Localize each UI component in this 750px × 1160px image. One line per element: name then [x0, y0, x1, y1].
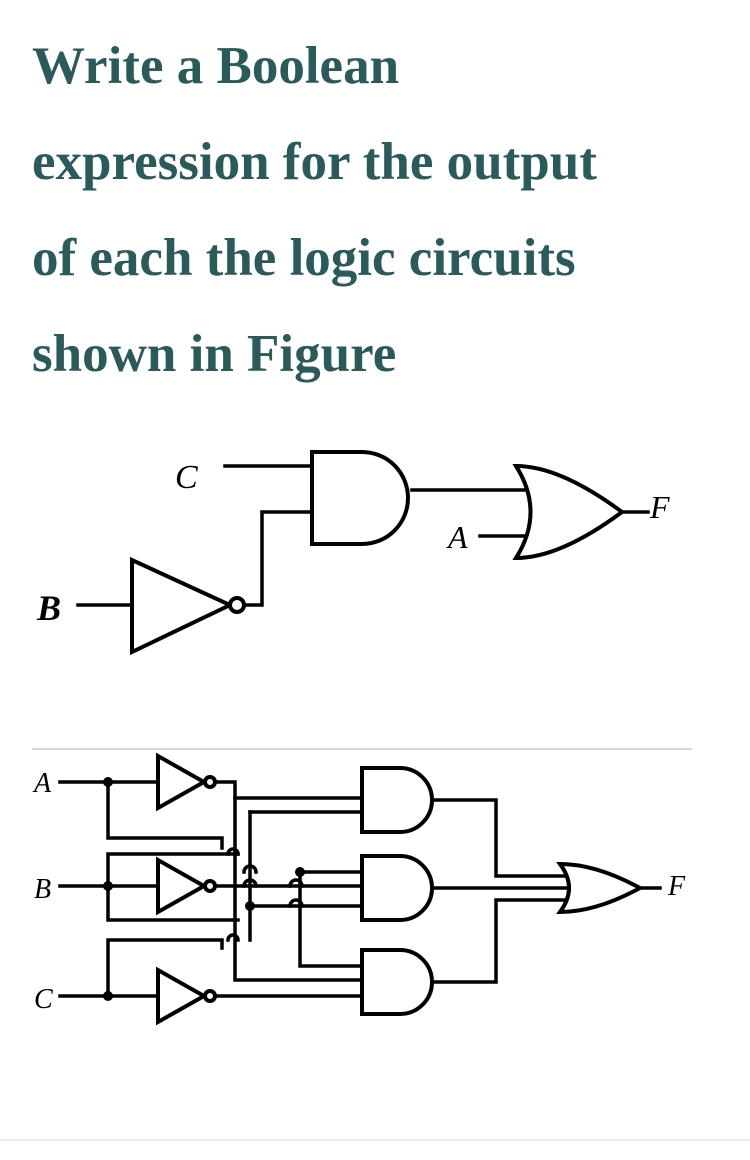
or-gate — [516, 466, 622, 558]
and-gate-3 — [362, 950, 432, 1014]
not-gate-c — [158, 970, 204, 1022]
circuit-2 — [32, 756, 686, 1022]
output-label-f: F — [668, 871, 686, 902]
or-gate — [560, 864, 640, 912]
input-label-a: A — [34, 768, 52, 799]
input-label-c: C — [175, 459, 198, 496]
not-bubble — [230, 598, 244, 612]
question-line-4: shown in Figure — [32, 325, 397, 383]
input-label-b: B — [37, 588, 62, 628]
and-gate-2 — [362, 856, 432, 920]
input-label-a: A — [448, 519, 468, 555]
question-line-1: Write a Boolean — [32, 37, 400, 95]
junction-bus-2 — [295, 867, 305, 877]
not-gate — [132, 560, 230, 652]
circuit-1 — [36, 452, 670, 652]
question-line-3: of each the logic circuits — [32, 229, 576, 287]
hop-4 — [228, 935, 238, 940]
junction-bus-1 — [245, 901, 255, 911]
not-gate-a — [158, 756, 204, 808]
not-gate-b — [158, 860, 204, 912]
question-line-2: expression for the output — [32, 133, 597, 191]
input-label-b: B — [34, 874, 52, 905]
wire-and3-out — [432, 900, 568, 982]
output-label-f: F — [650, 489, 670, 525]
wire-not-a — [215, 782, 362, 798]
wire-and1-out — [432, 800, 568, 876]
and-gate — [312, 452, 408, 544]
and-gate-1 — [362, 768, 432, 832]
wire-not-b — [244, 512, 312, 605]
input-label-c: C — [34, 984, 53, 1015]
